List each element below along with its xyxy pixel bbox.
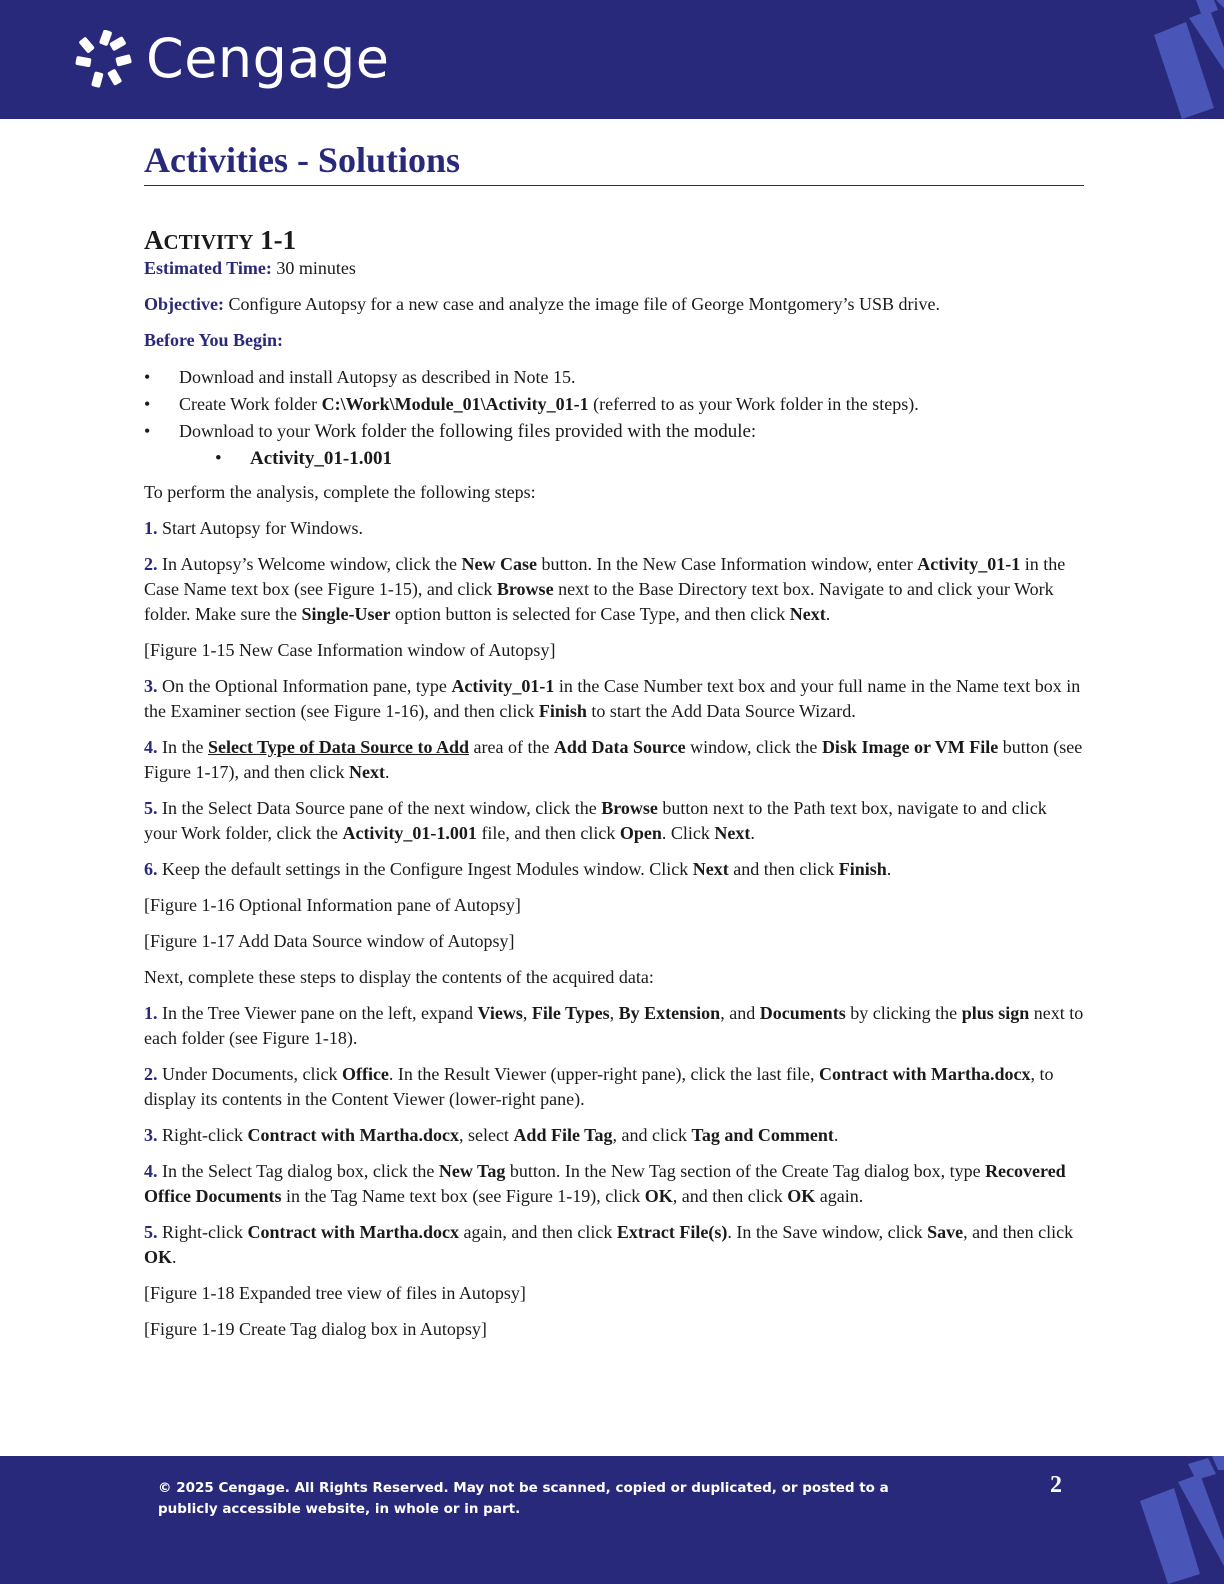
document-body	[144, 140, 1084, 1353]
list-item: • Activity_01-1.001	[144, 445, 1084, 472]
intro-text: To perform the analysis, complete the following steps:	[144, 482, 536, 503]
step-a-2: 2. In Autopsy’s Welcome window, click the New Case button. In the New Case Information window, enter Activity_01-1 in the Case Name text box (see Figure 1-15), and click Browse next to the Base Directory text box. Navigate to and click your Work folder. Make sure the Single-User option button is selected for Case Type, and then click Next.	[144, 554, 1066, 625]
before-you-begin: Before You Begin:	[144, 330, 283, 351]
cengage-logo	[74, 27, 390, 90]
step-b-3: 3. Right-click Contract with Martha.docx, select Add File Tag, and click Tag and Comment.	[144, 1125, 839, 1146]
estimated-time: Estimated Time: 30 minutes	[144, 258, 356, 279]
activity-heading: ACTIVITY 1-1	[144, 225, 297, 256]
page-header	[0, 0, 1224, 119]
list-item: • Create Work folder C:\Work\Module_01\Activity_01-1 (referred to as your Work folder in the steps).	[144, 391, 1084, 418]
step-b-4: 4. In the Select Tag dialog box, click the New Tag button. In the New Tag section of the Create Tag dialog box, type Recovered Office Documents in the Tag Name text box (see Figure 1-19), click OK, and then click OK again.	[144, 1161, 1066, 1207]
objective: Objective: Configure Autopsy for a new case and analyze the image file of George Montgomery’s USB drive.	[144, 294, 940, 315]
figure-caption: [Figure 1-19 Create Tag dialog box in Autopsy]	[144, 1319, 487, 1340]
step-a-1: 1. Start Autopsy for Windows.	[144, 518, 363, 539]
next-intro-text: Next, complete these steps to display the contents of the acquired data:	[144, 967, 654, 988]
step-a-5: 5. In the Select Data Source pane of the next window, click the Browse button next to the Path text box, navigate to and click your Work folder, click the Activity_01-1.001 file, and then click Open. Click Next.	[144, 798, 1047, 844]
step-b-5: 5. Right-click Contract with Martha.docx again, and then click Extract File(s). In the Save window, click Save, and then click OK.	[144, 1222, 1074, 1268]
page-number: 2	[1050, 1472, 1062, 1498]
header-decoration-graphic	[1134, 0, 1224, 119]
figure-caption: [Figure 1-18 Expanded tree view of files in Autopsy]	[144, 1283, 526, 1304]
page-title: Activities - Solutions	[144, 140, 1084, 186]
logo-wordmark: Cengage	[146, 27, 390, 90]
cengage-mark-icon	[74, 30, 136, 88]
page-footer	[0, 1456, 1224, 1584]
footer-decoration-graphic	[1134, 1456, 1224, 1584]
step-a-4: 4. In the Select Type of Data Source to Add area of the Add Data Source window, click the Disk Image or VM File button (see Figure 1-17), and then click Next.	[144, 737, 1083, 783]
figure-caption: [Figure 1-15 New Case Information window of Autopsy]	[144, 640, 556, 661]
figure-caption: [Figure 1-17 Add Data Source window of Autopsy]	[144, 931, 515, 952]
file-list	[144, 445, 1084, 472]
nested-list-container	[144, 445, 1084, 472]
step-b-1: 1. In the Tree Viewer pane on the left, expand Views, File Types, By Extension, and Documents by clicking the plus sign next to each folder (see Figure 1-18).	[144, 1003, 1084, 1049]
step-a-3: 3. On the Optional Information pane, type Activity_01-1 in the Case Number text box and your full name in the Name text box in the Examiner section (see Figure 1-16), and then click Finish to start the Add Data Source Wizard.	[144, 676, 1081, 722]
copyright-notice: © 2025 Cengage. All Rights Reserved. May not be scanned, copied or duplicated, or posted to a publicly accessible website, in whole or in part.	[158, 1480, 889, 1517]
step-b-2: 2. Under Documents, click Office. In the Result Viewer (upper-right pane), click the last file, Contract with Martha.docx, to display its contents in the Content Viewer (lower-right pane).	[144, 1064, 1054, 1110]
step-a-6: 6. Keep the default settings in the Configure Ingest Modules window. Click Next and then click Finish.	[144, 859, 892, 880]
list-item: • Download to your Work folder the following files provided with the module:	[144, 418, 1084, 445]
figure-caption: [Figure 1-16 Optional Information pane of Autopsy]	[144, 895, 521, 916]
prerequisite-list	[144, 364, 1084, 472]
list-item: • Download and install Autopsy as described in Note 15.	[144, 364, 1084, 391]
